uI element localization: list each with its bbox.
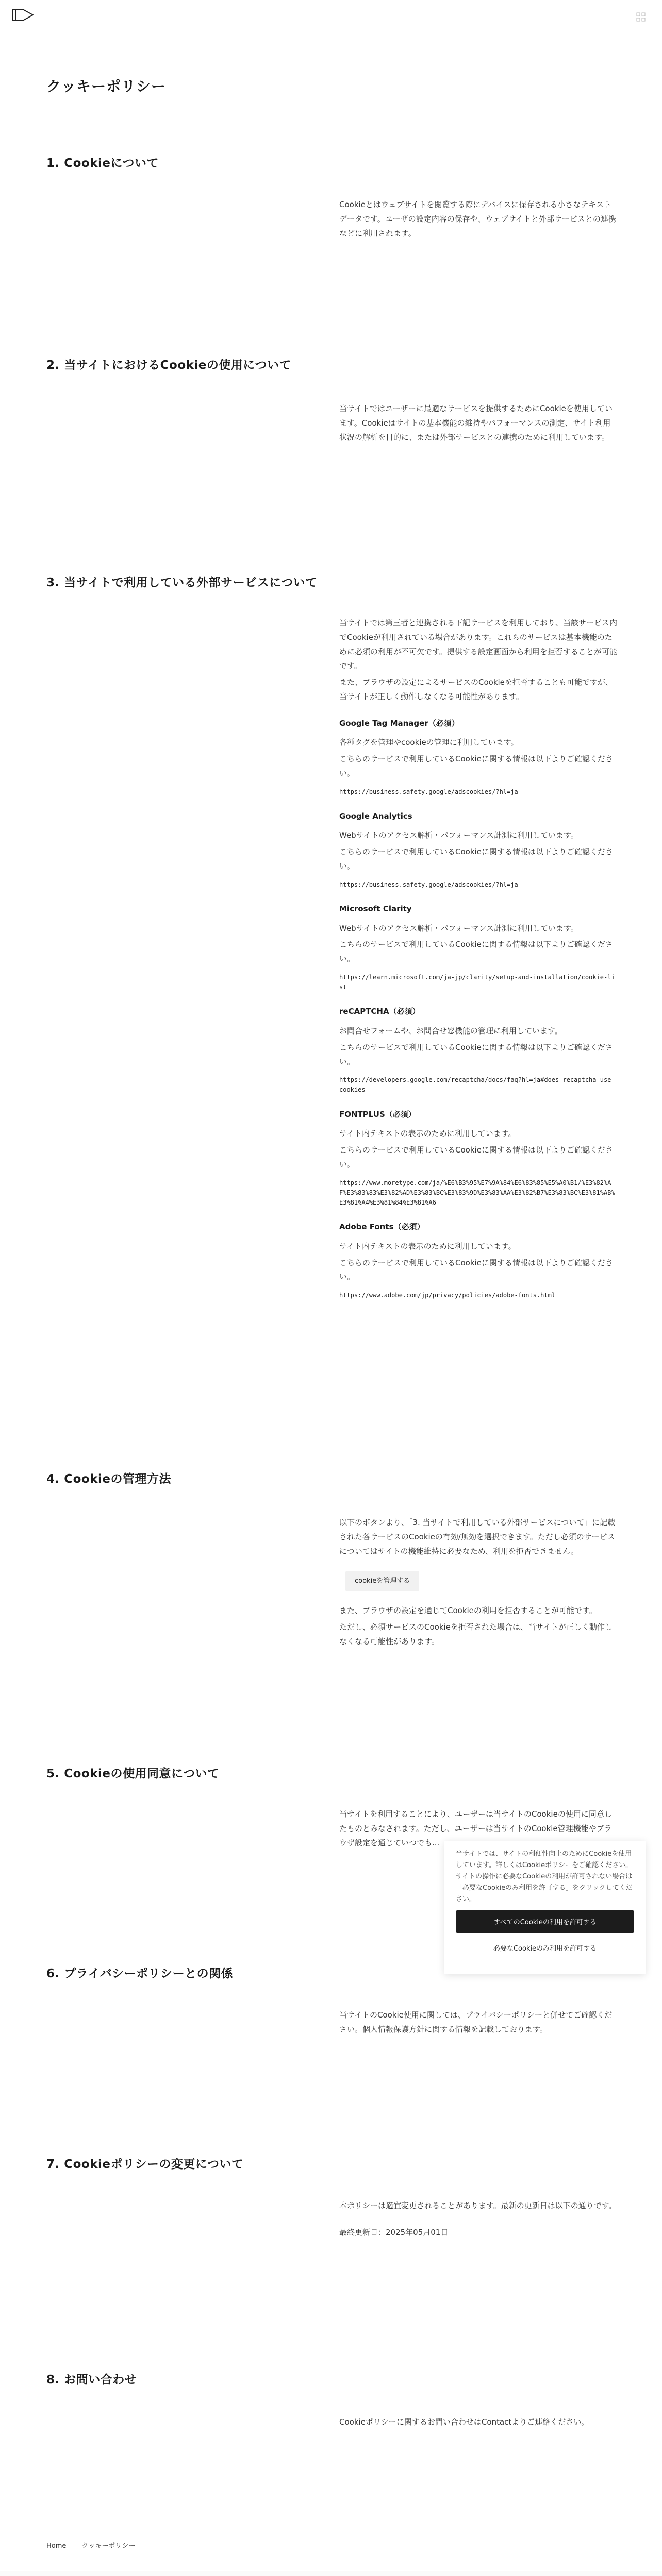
section-heading-consent: 5. Cookieの使用同意について bbox=[46, 1767, 220, 1781]
page-title: クッキーポリシー bbox=[46, 78, 167, 95]
menu-icon[interactable] bbox=[635, 11, 647, 23]
service-name-recaptcha: reCAPTCHA（必須） bbox=[339, 1007, 420, 1016]
service-desc: Webサイトのアクセス解析・パフォーマンス計測に利用しています。 bbox=[339, 831, 578, 840]
cookie-consent-banner bbox=[444, 1841, 646, 1974]
section-heading-contact: 8. お問い合わせ bbox=[46, 2373, 137, 2386]
service-name-clarity: Microsoft Clarity bbox=[339, 904, 412, 913]
paragraph: また、ブラウザの設定によるサービスのCookieを拒否することも可能ですが、当サイトが正しく動作しなくなる可能性があります。 bbox=[339, 677, 613, 701]
service-desc: こちらのサービスで利用しているCookieに関する情報は以下よりご確認ください。 bbox=[339, 940, 613, 964]
paragraph: 当サイトではユーザーに最適なサービスを提供するためにCookieを使用しています。Cookieはサイトの基本機能の維持やパフォーマンスの測定、サイト利用状況の解析を目的に、または外部サービスとの連携のために利用しています。 bbox=[339, 404, 613, 442]
breadcrumb bbox=[46, 2540, 149, 2550]
manage-cookies-button[interactable]: cookieを管理する bbox=[345, 1571, 419, 1591]
service-desc: こちらのサービスで利用しているCookieに関する情報は以下よりご確認ください。 bbox=[339, 1258, 613, 1282]
service-desc: サイト内テキストの表示のために利用しています。 bbox=[339, 1129, 516, 1139]
section-body-cookie-management bbox=[339, 1516, 618, 1651]
service-name-ga: Google Analytics bbox=[339, 811, 412, 821]
section-body-contact bbox=[339, 2415, 618, 2432]
section-heading-cookie-management: 4. Cookieの管理方法 bbox=[46, 1472, 172, 1486]
logo-icon[interactable] bbox=[11, 8, 34, 22]
service-desc: こちらのサービスで利用しているCookieに関する情報は以下よりご確認ください。 bbox=[339, 1042, 613, 1066]
section-heading-cookie-about: 1. Cookieについて bbox=[46, 157, 159, 170]
section-body-external-services bbox=[339, 616, 618, 1300]
breadcrumb-home[interactable]: Home bbox=[46, 2542, 67, 2550]
service-desc: サイト内テキストの表示のために利用しています。 bbox=[339, 1241, 516, 1251]
service-link-fontplus[interactable]: https://www.moretype.com/ja/%E6%B3%95%E7%9A%84%E6%83%85%E5%A0%B1/%E3%82%AF%E3%83%83%E3%82%AD%E3%83%BC%E3%83%9D%E3%83%AA%E3%82%B7%E3%83%BC%E3%81%AB%E3%81%A4%E3%81%84%E3%81%A6 bbox=[339, 1179, 615, 1206]
breadcrumb-current: クッキーポリシー bbox=[81, 2542, 136, 2550]
service-link-adobe-fonts[interactable]: https://www.adobe.com/jp/privacy/policies/adobe-fonts.html bbox=[339, 1292, 556, 1299]
accept-necessary-cookies-button[interactable]: 必要なCookieのみ利用を許可する bbox=[456, 1938, 634, 1958]
paragraph: ただし、必須サービスのCookieを拒否された場合は、当サイトが正しく動作しなくなる可能性があります。 bbox=[339, 1622, 613, 1646]
paragraph: また、ブラウザの設定を通じてCookieの利用を拒否することが可能です。 bbox=[339, 1606, 597, 1616]
paragraph: 当サイトのCookie使用に関しては、プライバシーポリシーと併せてご確認ください。個人情報保護方針に関する情報を記載しております。 bbox=[339, 2010, 613, 2034]
service-name-fontplus: FONTPLUS（必須） bbox=[339, 1109, 416, 1119]
section-heading-policy-changes: 7. Cookieポリシーの変更について bbox=[46, 2158, 244, 2171]
section-heading-privacy-policy: 6. プライバシーポリシーとの関係 bbox=[46, 1967, 234, 1980]
service-desc: こちらのサービスで利用しているCookieに関する情報は以下よりご確認ください。 bbox=[339, 847, 613, 871]
paragraph: 以下のボタンより、「3. 当サイトで利用している外部サービスについて」に記載された各サービスのCookieの有効/無効を選択できます。ただし必須のサービスについてはサイトの機能維持に必要なため、利用を拒否できません。 bbox=[339, 1518, 616, 1556]
service-desc: こちらのサービスで利用しているCookieに関する情報は以下よりご確認ください。 bbox=[339, 1145, 613, 1169]
service-link-ga[interactable]: https://business.safety.google/adscookies/?hl=ja bbox=[339, 880, 518, 888]
last-updated: 最終更新日：2025年05月01日 bbox=[339, 2227, 449, 2237]
paragraph[interactable]: Cookieポリシーに関するお問い合わせはContactよりご連絡ください。 bbox=[339, 2417, 589, 2427]
footer bbox=[0, 2571, 662, 2576]
service-link-gtm[interactable]: https://business.safety.google/adscookies/?hl=ja bbox=[339, 788, 518, 795]
service-name-adobe-fonts: Adobe Fonts（必須） bbox=[339, 1222, 425, 1232]
paragraph: 当サイトを利用することにより、ユーザーは当サイトのCookieの使用に同意したものとみなされます。ただし、ユーザーは当サイトのCookie管理機能やブラウザ設定を通じていつでも... bbox=[339, 1809, 612, 1848]
service-link-clarity[interactable]: https://learn.microsoft.com/ja-jp/clarity/setup-and-installation/cookie-list bbox=[339, 973, 615, 991]
service-link-recaptcha[interactable]: https://developers.google.com/recaptcha/docs/faq?hl=ja#does-recaptcha-use-cookies bbox=[339, 1076, 615, 1094]
service-desc: Webサイトのアクセス解析・パフォーマンス計測に利用しています。 bbox=[339, 923, 578, 933]
section-heading-cookie-usage: 2. 当サイトにおけるCookieの使用について bbox=[46, 359, 291, 372]
section-body-policy-changes bbox=[339, 2199, 618, 2242]
paragraph: 本ポリシーは適宜変更されることがあります。最新の更新日は以下の通りです。 bbox=[339, 2201, 617, 2210]
paragraph: Cookieとはウェブサイトを閲覧する際にデバイスに保存される小さなテキストデータです。ユーザの設定内容の保存や、ウェブサイトと外部サービスとの連携などに利用されます。 bbox=[339, 200, 616, 238]
service-desc: 各種タグを管理やcookieの管理に利用しています。 bbox=[339, 738, 519, 748]
accept-all-cookies-button[interactable]: すべてのCookieの利用を許可する bbox=[456, 1910, 634, 1933]
section-heading-external-services: 3. 当サイトで利用している外部サービスについて bbox=[46, 576, 318, 589]
paragraph: 当サイトでは第三者と連携される下記サービスを利用しており、当該サービス内でCookieが利用されている場合があります。これらのサービスは基本機能のために必須の利用が不可欠です。提供する設定画面から利用を拒否することが可能です。 bbox=[339, 618, 617, 671]
consent-text: 当サイトでは、サイトの利便性向上のためにCookieを使用しています。詳しくはCookieポリシーをご確認ください。サイトの操作に必要なCookieの利用が許可されない場合は「必要なCookieのみ利用を許可する」をクリックしてください。 bbox=[456, 1850, 633, 1904]
section-body-cookie-usage bbox=[339, 402, 618, 447]
service-name-gtm: Google Tag Manager（必須） bbox=[339, 718, 459, 728]
section-body-cookie-about bbox=[339, 198, 618, 243]
service-desc: お問合せフォームや、お問合せ窓機能の管理に利用しています。 bbox=[339, 1026, 562, 1036]
section-body-privacy-policy bbox=[339, 2008, 618, 2039]
service-desc: こちらのサービスで利用しているCookieに関する情報は以下よりご確認ください。 bbox=[339, 754, 613, 778]
